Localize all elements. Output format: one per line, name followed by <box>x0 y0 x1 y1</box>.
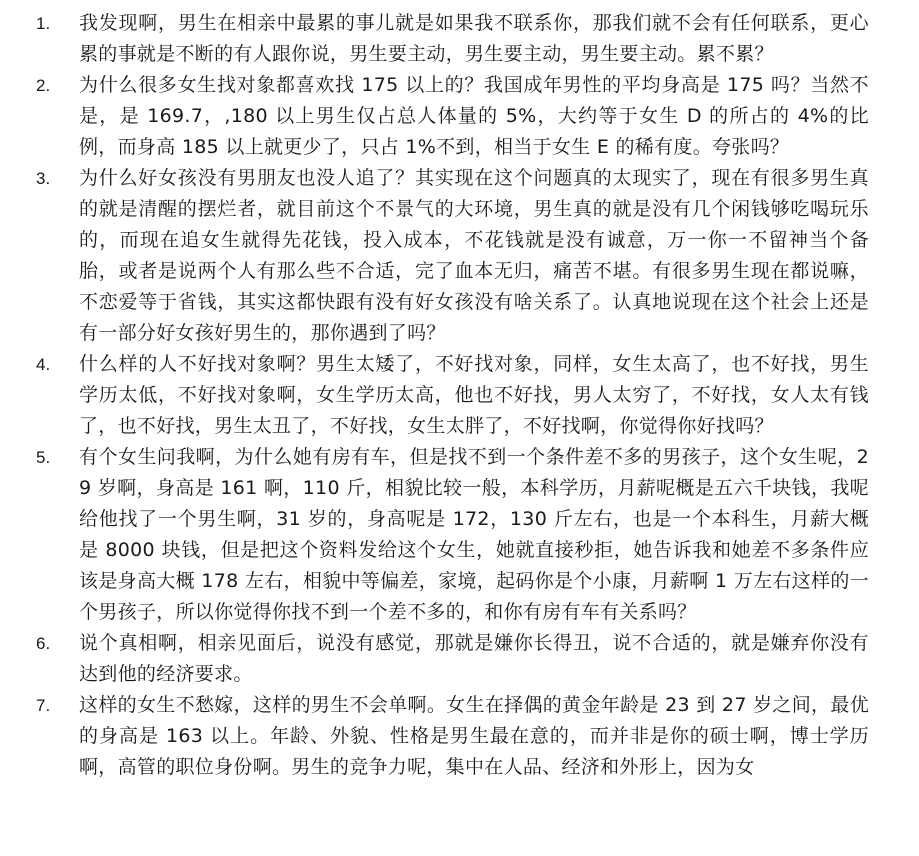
list-item-number: 7. <box>36 696 51 715</box>
list-item-text: 为什么好女孩没有男朋友也没人追了？其实现在这个问题真的太现实了，现在有很多男生真的就是清醒的摆烂者，就目前这个不景气的大环境，男生真的就是没有几个闲钱够吃喝玩乐的，而现在追女生就得先花钱，投入成本，不花钱就是没有诚意，万一你一不留神当个备胎，或者是说两个人有那么些不合适，完了血本无归，痛苦不堪。有很多男生现在都说嘛，不恋爱等于省钱，其实这都快跟有没有好女孩没有啥关系了。认真地说现在这个社会上还是有一部分好女孩好男生的，那你遇到了吗？ <box>79 167 869 344</box>
list-item-text: 我发现啊，男生在相亲中最累的事儿就是如果我不联系你，那我们就不会有任何联系，更心累的事就是不断的有人跟你说，男生要主动，男生要主动，男生要主动。累不累？ <box>79 12 869 65</box>
list-item-number: 6. <box>36 634 51 653</box>
list-item-number: 5. <box>36 448 51 467</box>
list-item-text: 这样的女生不愁嫁，这样的男生不会单啊。女生在择偶的黄金年龄是 23 到 27 岁之间，最优的身高是 163 以上。年龄、外貌、性格是男生最在意的，而并非是你的硕士啊，博士学历啊，高管的职位身份啊。男生的竞争力呢，集中在人品、经济和外形上，因为女 <box>79 694 869 778</box>
list-item <box>0 163 919 349</box>
list-item-number: 4. <box>36 355 51 374</box>
list-item <box>0 349 919 442</box>
list-item-number: 2. <box>36 76 51 95</box>
list-item <box>0 690 919 783</box>
list-item-text: 什么样的人不好找对象啊？男生太矮了，不好找对象，同样，女生太高了，也不好找，男生学历太低，不好找对象啊，女生学历太高，他也不好找，男人太穷了，不好找，女人太有钱了，也不好找，男生太丑了，不好找，女生太胖了，不好找啊，你觉得你好找吗？ <box>79 353 869 437</box>
list-item <box>0 8 919 70</box>
list-item-number: 1. <box>36 14 51 33</box>
list-item <box>0 70 919 163</box>
list-item <box>0 628 919 690</box>
list-item-text: 有个女生问我啊，为什么她有房有车，但是找不到一个条件差不多的男孩子，这个女生呢，29 岁啊，身高是 161 啊，110 斤，相貌比较一般，本科学历，月薪呢概是五六千块钱，我呢给他找了一个男生啊，31 岁的，身高呢是 172，130 斤左右，也是一个本科生，月薪大概是 8000 块钱，但是把这个资料发给这个女生，她就直接秒拒，她告诉我和她差不多条件应该是身高大概 178 左右，相貌中等偏差，家境，起码你是个小康，月薪啊 1 万左右这样的一个男孩子，所以你觉得你找不到一个差不多的，和你有房有车有关系吗？ <box>79 446 869 623</box>
numbered-list <box>0 8 919 783</box>
list-item-number: 3. <box>36 169 51 188</box>
list-item <box>0 442 919 628</box>
list-item-text: 为什么很多女生找对象都喜欢找 175 以上的？我国成年男性的平均身高是 175 吗？当然不是，是 169.7，,180 以上男生仅占总人体量的 5%，大约等于女生 D 的所占的 4%的比例，而身高 185 以上就更少了，只占 1%不到，相当于女生 E 的稀有度。夸张吗？ <box>79 74 869 158</box>
list-item-text: 说个真相啊，相亲见面后，说没有感觉，那就是嫌你长得丑，说不合适的，就是嫌弃你没有达到他的经济要求。 <box>79 632 869 685</box>
